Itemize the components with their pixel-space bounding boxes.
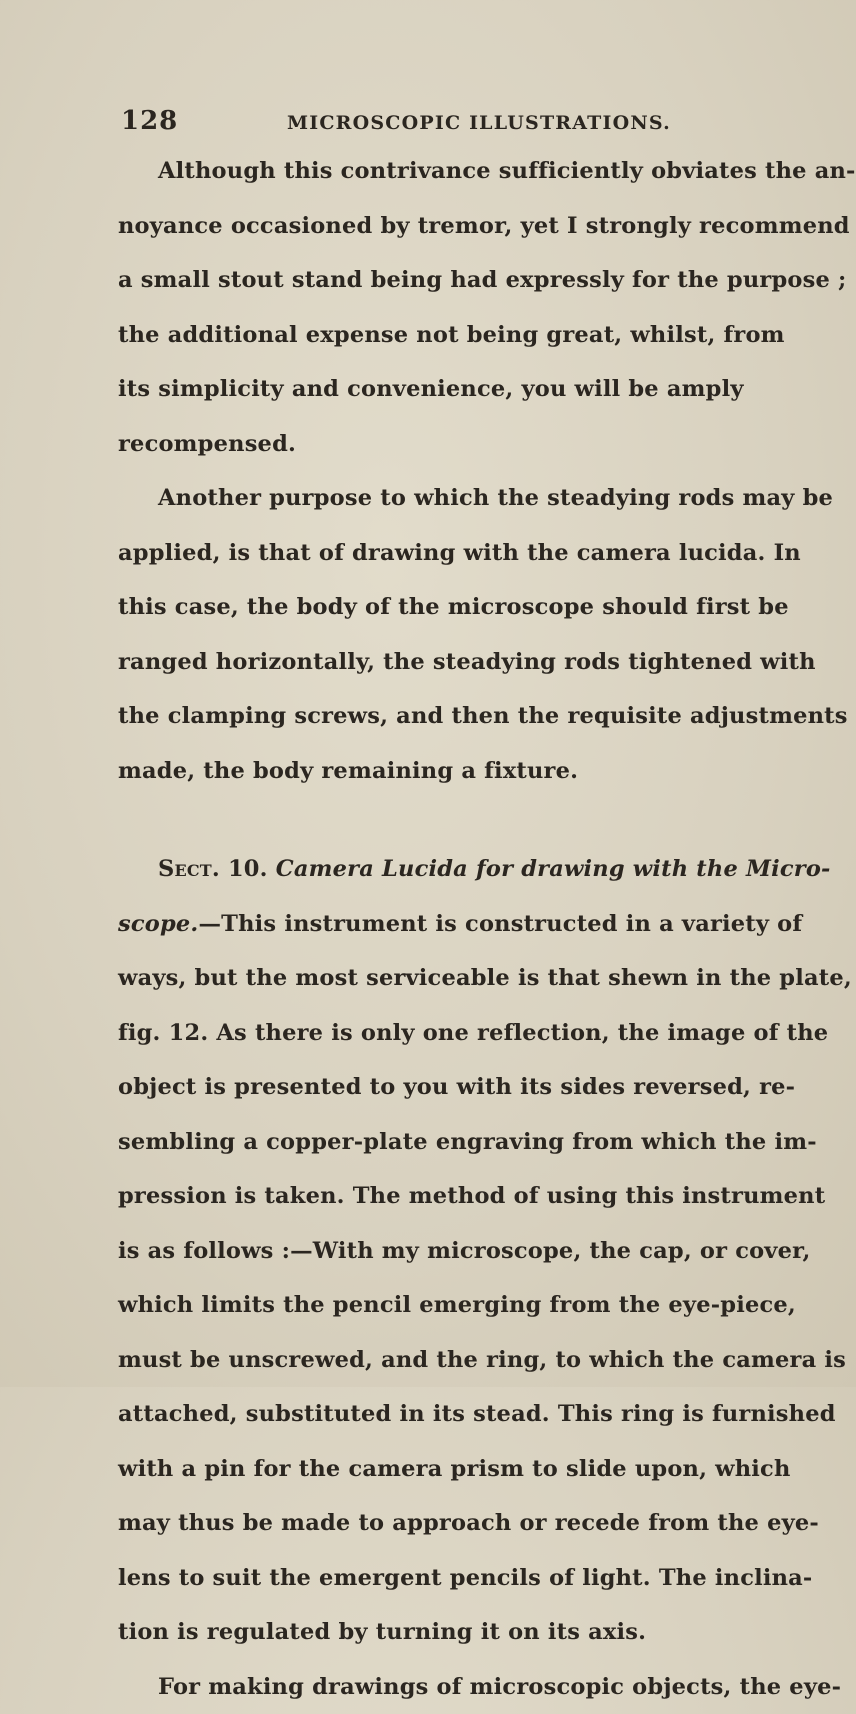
text-line: tion is regulated by turning it on its axis. — [118, 1605, 740, 1660]
text-line: fig. 12. As there is only one reflection, the image of the — [118, 1006, 740, 1061]
section-title-end: scope. — [118, 911, 198, 937]
page-number: 128 — [121, 106, 178, 136]
text-line: sembling a copper-plate engraving from which the im- — [118, 1115, 740, 1170]
text-line: ranged horizontally, the steadying rods tightened with — [118, 635, 740, 690]
text-line: object is presented to you with its sides reversed, re- — [118, 1060, 740, 1115]
text-line: this case, the body of the microscope should first be — [118, 580, 740, 635]
text-line: recompensed. — [118, 417, 740, 472]
text-line: its simplicity and convenience, you will be amply — [118, 362, 740, 417]
paragraph-1 — [118, 144, 740, 471]
text-line: the clamping screws, and then the requisite adjustments — [118, 689, 740, 744]
running-title: MICROSCOPIC ILLUSTRATIONS. — [287, 112, 671, 134]
text-line: made, the body remaining a fixture. — [118, 744, 740, 799]
text-line: applied, is that of drawing with the camera lucida. In — [118, 526, 740, 581]
text-line: with a pin for the camera prism to slide upon, which — [118, 1442, 740, 1497]
section-line-rest: —This instrument is constructed in a variety of — [198, 911, 802, 937]
book-page — [118, 100, 740, 1714]
text-line: a small stout stand being had expressly for the purpose ; — [118, 253, 740, 308]
running-head — [118, 100, 740, 144]
text-line: For making drawings of microscopic objects, the eye- — [118, 1660, 740, 1714]
section-heading-line — [118, 842, 740, 897]
text-line: ways, but the most serviceable is that shewn in the plate, — [118, 951, 740, 1006]
paragraph-2 — [118, 471, 740, 798]
text-line: lens to suit the emergent pencils of light. The inclina- — [118, 1551, 740, 1606]
text-line: may thus be made to approach or recede from the eye- — [118, 1496, 740, 1551]
text-line: Another purpose to which the steadying rods may be — [118, 471, 740, 526]
section-label: Sect. 10. — [158, 856, 268, 882]
text-line: the additional expense not being great, whilst, from — [118, 308, 740, 363]
paragraph-section-10 — [118, 842, 740, 1660]
text-line: Although this contrivance sufficiently obviates the an- — [118, 144, 740, 199]
text-line — [118, 897, 740, 952]
section-title-for: for — [476, 856, 513, 882]
text-line: must be unscrewed, and the ring, to which the camera is — [118, 1333, 740, 1388]
text-line: attached, substituted in its stead. This ring is furnished — [118, 1387, 740, 1442]
text-line: which limits the pencil emerging from the eye-piece, — [118, 1278, 740, 1333]
section-title-rest: drawing with the Micro- — [521, 856, 830, 882]
text-line: pression is taken. The method of using this instrument — [118, 1169, 740, 1224]
text-line: noyance occasioned by tremor, yet I strongly recommend — [118, 199, 740, 254]
paragraph-4 — [118, 1660, 740, 1714]
text-line: is as follows :—With my microscope, the cap, or cover, — [118, 1224, 740, 1279]
section-title: Camera Lucida — [276, 856, 468, 882]
